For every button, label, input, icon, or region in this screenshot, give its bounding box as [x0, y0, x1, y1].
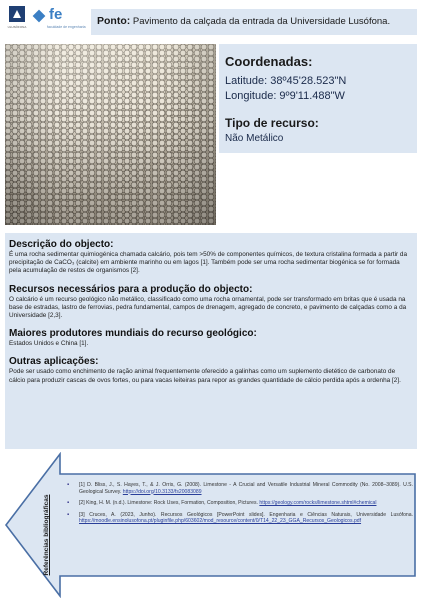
reference-item — [65, 500, 413, 507]
coordinates-heading: Coordenadas: — [225, 54, 313, 69]
lusofona-emblem-icon — [9, 6, 25, 22]
reference-item — [65, 482, 413, 495]
fe-logo — [33, 6, 86, 34]
latitude-value: Latitude: 38º45'28.523"N — [225, 75, 347, 87]
title-bar — [91, 9, 417, 35]
section-description-heading: Descrição do objecto: — [9, 239, 114, 250]
lusofona-logo-caption: ULUSÓFONA — [7, 25, 27, 29]
section-applications-heading: Outras aplicações: — [9, 356, 99, 368]
pavement-photo — [5, 44, 216, 225]
reference-text: D. Bliss, J., S. Hayes, T., & J. Orris, G. (2008). Limestone - A Crucial and Versatile Industrial Mineral Commodity (No. 2008–3089). U.S. Geological Survey. — [79, 482, 413, 495]
title-label: Ponto: — [97, 15, 131, 27]
reference-link[interactable]: https://doi.org/10.3133/fs20083089 — [122, 488, 202, 495]
reference-number: [1] — [79, 482, 85, 488]
references-list — [65, 482, 413, 530]
reference-number: [2] — [79, 500, 85, 506]
section-resources-heading: Recursos necessários para a produção do objecto: — [9, 283, 253, 295]
longitude-value: Longitude: 9º9'11.488"W — [225, 90, 345, 102]
reference-number: [3] — [79, 511, 85, 518]
reference-text: King, H. M. (n.d.). Limestone: Rock Uses, Formation, Composition, Pictures. — [86, 500, 258, 506]
section-description-body: É uma rocha sedimentar quimiogénica chamada calcário, pois tem >50% de componentes químicos, de textura cristalina formada a partir da precipitação de CaCO₃ (calcite) em ambiente marinho ou em lagos [1]. Também pode ser uma rocha sedimentar biogénica se for formada pela acumulação de restos de organismos [2]. — [9, 251, 408, 275]
resource-type-value: Não Metálico — [225, 133, 284, 144]
resource-type-panel — [219, 110, 417, 153]
fe-logo-text: fe — [49, 6, 63, 23]
section-producers-heading: Maiores produtores mundiais do recurso geológico: — [9, 328, 257, 340]
reference-item — [65, 512, 413, 525]
bullet-icon: ▪ — [67, 482, 70, 488]
resource-type-heading: Tipo de recurso: — [225, 116, 319, 130]
title-text: Pavimento da calçada da entrada da Universidade Lusófona. — [132, 16, 391, 27]
header — [0, 0, 421, 38]
reference-link[interactable]: https://geology.com/rocks/limestone.shtml#chemical — [259, 500, 377, 506]
references-label: Referências bibliográficas — [43, 494, 50, 576]
bullet-icon: ▪ — [67, 500, 70, 506]
fe-cube-icon — [33, 10, 46, 23]
section-producers-body: Estados Unidos e China [1]. — [9, 340, 89, 348]
bullet-icon: ▪ — [67, 511, 70, 518]
reference-text: Cruces, A. (2023, Junho). Recursos Geológicos [PowerPoint slides]. Engenharia e Ciências Naturais, Universidade Lusófona. — [89, 511, 413, 518]
description-panel — [5, 233, 417, 449]
section-resources-body: O calcário é um recurso geológico não metálico, classificado como uma rocha ornamental, pode ser transformado em britas que é usada na base de estradas, lastro de ferrovias, pedra fundamental, campos de drenagem, agregado de concreto, e pavimento de calçadas como a da Universidade [2,3]. — [9, 295, 407, 320]
reference-link[interactable]: https://moodle.ensinolusofona.pt/pluginfile.php/603602/mod_resource/content/0/T14_22_23_GGA_Recursos_Geologicos.pdf — [79, 518, 362, 524]
lusofona-logo — [6, 6, 28, 32]
fe-logo-subtitle: faculdade de engenharia — [47, 25, 86, 29]
section-applications-body: Pode ser usado como enchimento de ração animal frequentemente oferecido a galinhas como um suplemento dietético de carbonato de cálcio para produzir cascas de ovos fortes, ou para vacas leiteiras para repor as grandes quantidade de cálcio perdida após a ordenha [2]. — [9, 368, 401, 384]
